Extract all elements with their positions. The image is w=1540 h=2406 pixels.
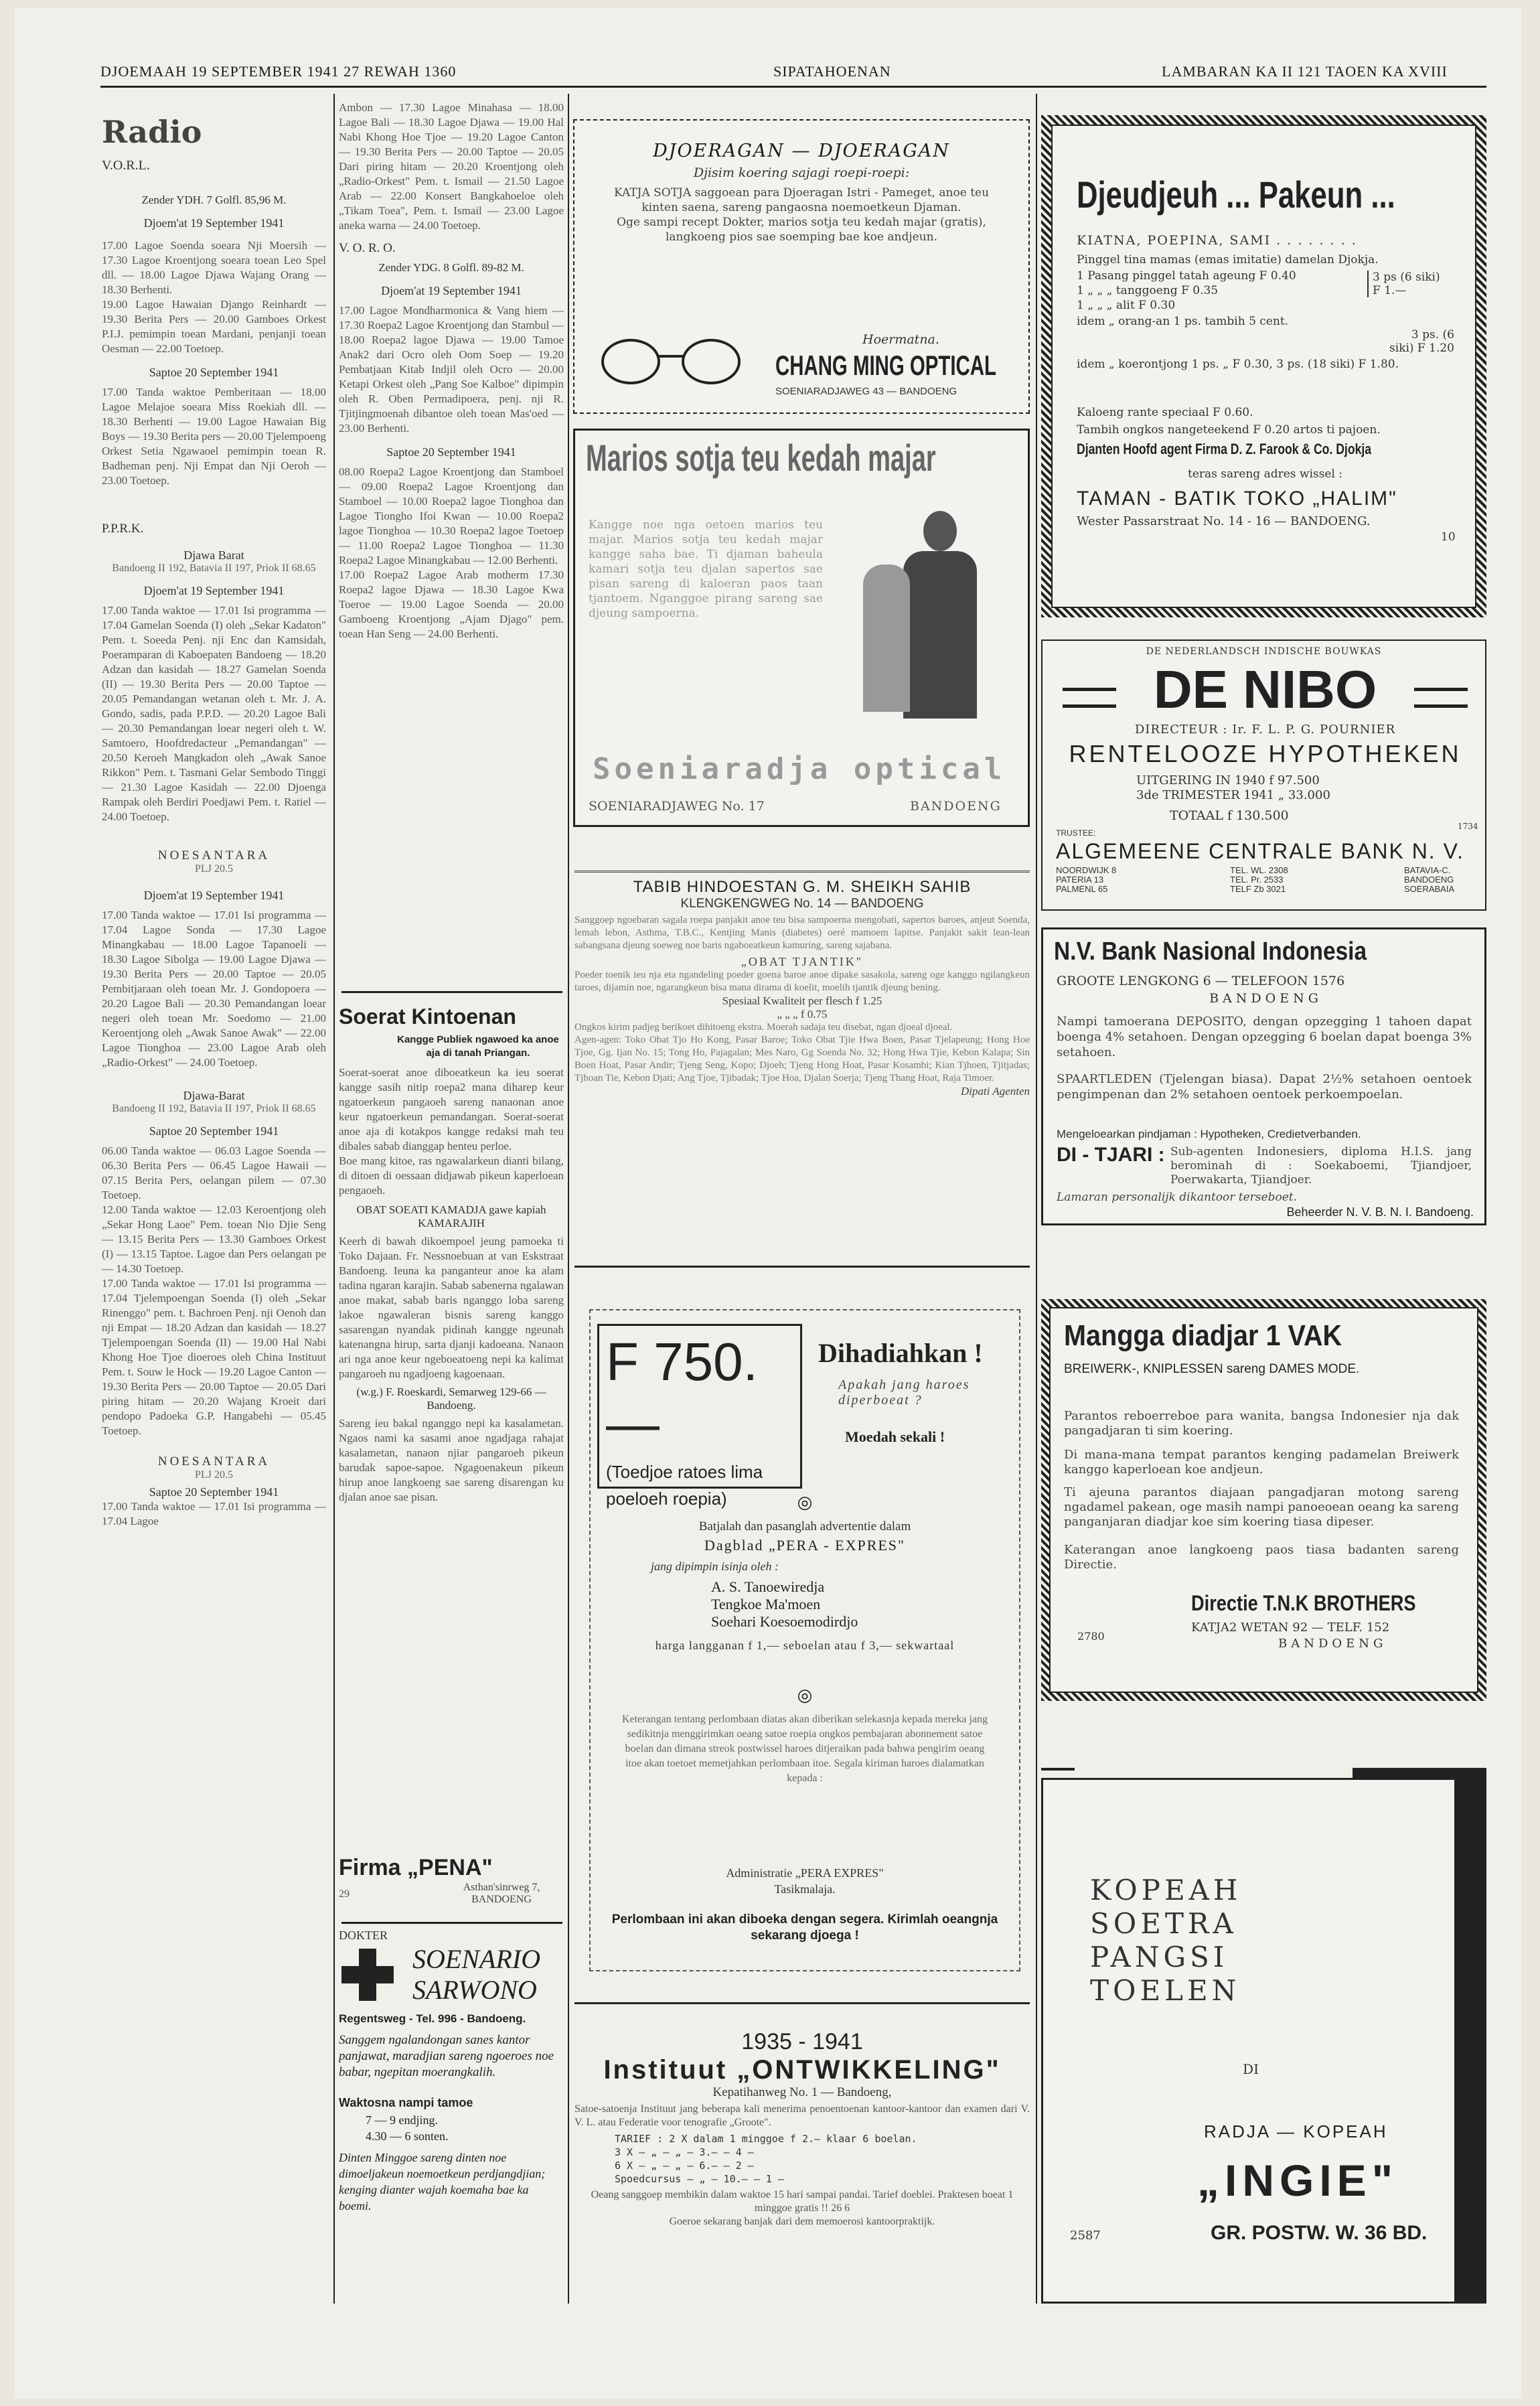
zender-info: Bandoeng II 192, Batavia II 197, Priok II 68.65 xyxy=(112,1103,316,1114)
ad-text: Sub-agenten Indonesiers, diploma H.I.S. jang berominah di : Soekaboemi, Tjiandjoer, Poerwakarta, Tjiandjoer. xyxy=(1170,1145,1472,1187)
header-issue: LAMBARAN KA II 121 TAOEN KA XVIII xyxy=(1162,63,1448,80)
ad-wanted: DI - TJARI : xyxy=(1057,1144,1165,1166)
schedule-date: Saptoe 20 September 1941 xyxy=(149,1124,279,1138)
price-row: Tambih ongkos nangeteekend F 0.20 artos ti pajoen. xyxy=(1077,423,1381,437)
schedule-date: Djoem'at 19 September 1941 xyxy=(143,584,285,597)
ad-heading: Djeudjeuh ... Pakeun ... xyxy=(1077,173,1395,216)
radio-title: Radio xyxy=(102,114,202,150)
ad-agent: Djanten Hoofd agent Firma D. Z. Farook & Co. Djokja xyxy=(1077,441,1372,457)
ad-heading: Marios sotja teu kedah majar xyxy=(586,437,936,479)
optician-illustration xyxy=(863,511,1010,732)
tariff-table: TARIEF : 2 X dalam 1 minggoe f 2.— klaar 6 boelan. 3 X — „ — „ — 3.— — 4 — 6 X — „ — „ — 6.— — 2 — Spoedcursus — „ — 10.— — 1 — xyxy=(615,2133,917,2185)
schedule-text: 17.00 Tanda waktoe Pemberitaan — 18.00 Lagoe Melajoe soeara Miss Roekiah dll. — 18.30 Berhenti — 19.00 Lagoe Hawaian Big Boys — 19.30 Berita pers — 20.00 Tjelempoeng Orkest Setia Ngawaoel pemimpin toean R. Badheman penj. Nji Empat dan Nji Oeroh — 23.00 Toetoep. xyxy=(102,386,326,487)
column-divider xyxy=(568,94,569,2304)
schedule-text: Ambon — 17.30 Lagoe Minahasa — 18.00 Lagoe Bali — 18.30 Lagoe Djawa — 19.00 Hal Nabi Khong Hoe Tjoe — 19.20 Lagoe Canton — 19.30 Berita Pers — 20.00 Taptoe — 20.05 Dari piring hitam — 20.20 Kroentjong oleh „Radio-Orkest" Pem. t. Ismail — 21.50 Lagoe Arab — 22.00 Konsert Bangkahoeloe oleh „Tikam Toea", Pem. t. Ismail — 23.00 Lagoe aneka warna — 24.00 Toetoep. xyxy=(339,101,564,232)
zender-info: PLJ 20.5 xyxy=(195,1469,233,1481)
ad-number: 2587 xyxy=(1070,2229,1101,2243)
ad-text: Sanggoep ngoebaran sagala roepa panjakit anoe teu bisa sampoerna mengobati, sapertos baroes, anjeut Soenda, lemah lebon, Asthma, T.B.C., Kentjing Manis (diabetes) oeré mamoem lapitse. Panjakit sakit lean-lean sabangsana djeung soeweg noe baris ngaboeatkeun kamuring, sareng sajabana. xyxy=(574,915,1030,951)
section-rule xyxy=(341,991,562,993)
bank-branches: NOORDWIJK 8 PATERIA 13 PALMENL 65 xyxy=(1056,865,1117,894)
ad-address: KLENGKENGWEG No. 14 — BANDOENG xyxy=(680,897,924,911)
schedule-text: 08.00 Roepa2 Lagoe Kroentjong dan Stamboel — 09.00 Roepa2 Lagoe Kroentjong dan Stamboel — 10.00 Roepa2 lagoe Tionghoa dan Lagoe Tiongho Ifoi Kwan — 10.00 Roepa2 lagoe Tionghoa — 10.30 Roepa2 lagoe Toetoep — 11.00 Roepa2 Lagoe Tionghoa — 11.30 Roepa2 Lagoe Minangkabau — 12.00 Berhenti. 17.00 Roepa2 Lagoe Arab motherm 17.30 Roepa2 lagoe Djawa — 18.30 Lagoe Kwa Toeroe — 19.00 Lagoe Soenda — 20.00 Gamboeng Kroentjong „Ajam Djago" pem. toean Han Seng — 24.00 Berhenti. xyxy=(339,465,564,640)
bundle-price: 3 ps (6 siki) F 1.— xyxy=(1367,271,1446,297)
price-row: idem „ orang-an 1 ps. tambih 5 cent. xyxy=(1077,315,1289,328)
ad-brand: Soeniaradja optical xyxy=(593,752,1006,786)
section-text: Sareng ieu bakal nganggo nepi ka kasalametan. Ngaos nami ka sasami anoe ngadjaga rahajat kasalametan, nanaon njiar pangaroeh pikeun barudak sapoe-sapoe. Ngagoenakeun pikeun hirup anoe langkoeng sae sareng disarengan ku djalan anoe sae pisan. xyxy=(339,1417,564,1503)
soeniaradja-optical-ad xyxy=(573,429,1030,827)
doctor-text: Sanggem ngalandongan sanes kantor panjawat, maradjian sareng ngoeroes noe babar, ngepitan moerangkalih. xyxy=(339,2033,554,2079)
ad-subheading: „OBAT TJANTIK" xyxy=(741,955,864,968)
ad-city: Tasikmalaja. xyxy=(774,1882,836,1896)
price-row: Kaloeng rante speciaal F 0.60. xyxy=(1077,406,1253,419)
ad-address: GROOTE LENGKONG 6 — TELEFOON 1576 xyxy=(1057,974,1345,988)
firma-pena-ad xyxy=(339,1855,564,1915)
section-rule xyxy=(341,1922,562,1924)
ad-city: BANDOENG xyxy=(1209,991,1322,1006)
ad-text: Pinggel tina mamas (emas imitatie) damelan Djokja. xyxy=(1077,253,1379,267)
header-date: DJOEMAAH 19 SEPTEMBER 1941 27 REWAH 1360 xyxy=(100,63,457,80)
ad-text: Ti ajeuna parantos diajaan pangadjaran motong sareng ngadamel pakean, oge masih nampi panoeoean oeang ka sareng panganjaran diadjar koe sim koering tiasa dipeser. xyxy=(1064,1485,1459,1529)
tabib-hindoestan-ad xyxy=(574,871,1030,1268)
ad-text: Katerangan anoe langkoeng paos tiasa badanten sareng Directie. xyxy=(1064,1543,1459,1572)
ad-subheading: RENTELOOZE HYPOTHEKEN xyxy=(1069,740,1462,767)
doctor-name-2: SARWONO xyxy=(412,1975,537,2005)
visiting-hours-evening: 4.30 — 6 sonten. xyxy=(366,2129,449,2143)
prize-amount: F 750.— xyxy=(606,1332,758,1453)
radio-column-2 xyxy=(339,100,564,1004)
ad-sign: Hoermatna. xyxy=(862,332,939,347)
djeudjeuh-pakeun-ad xyxy=(1051,125,1476,608)
ad-subheading: KIATNA, POEPINA, SAMI . . . . . . . . xyxy=(1077,233,1357,248)
ad-text: jang dipimpin isinja oleh : xyxy=(651,1560,779,1573)
section-title: Soerat Kintoenan xyxy=(339,1004,516,1029)
column-divider xyxy=(1036,94,1037,2304)
ad-question: Apakah jang haroes diperboeat ? xyxy=(838,1377,970,1408)
figure-row: 3de TRIMESTER 1941 „ 33.000 xyxy=(1136,788,1330,802)
ad-number: 2780 xyxy=(1077,1630,1105,1643)
ad-subheading: BREIWERK-, KNIPLESSEN sareng DAMES MODE. xyxy=(1064,1362,1360,1376)
medical-cross-icon xyxy=(341,1949,394,2001)
ad-sign: Dipati Agenten xyxy=(960,1085,1030,1098)
doctor-name-1: SOENARIO xyxy=(412,1944,541,1974)
bank-phones: TEL. WL. 2308 TEL. Pr. 2533 TELF Zb 3021 xyxy=(1230,865,1288,894)
section-heading: OBAT SOEATI KAMADJA gawe kapiah KAMARAJIH xyxy=(356,1203,546,1229)
ad-text: Keterangan tentang perlombaan diatas akan diberikan selekasnja kepada mereka jang sedikitnja menggirimkan oeang satoe roepia ongkos pembajaran abonnement satoe boelan dan dimana streok postwissel haroes ditjeraikan pada bahwa pengirim oeang itoe akan toetoet memetjahkan perlombaan itoe. Segala kiriman haroes dialamatkan kepada : xyxy=(622,1714,988,1784)
zender-info: Djawa-Barat xyxy=(183,1089,245,1102)
zender-info: Zender YDH. 7 Golfl. 85,96 M. xyxy=(141,194,287,206)
ontwikkeling-ad xyxy=(574,2009,1030,2250)
visiting-hours-label: Waktosna nampi tamoe xyxy=(339,2096,473,2109)
ad-text: Satoe-satoenja Instituut jang beberapa kali menerima penoentoenan kantoor-kantoor dan examen dari V. V. L. atau Federatie voor tenografie „Groote". xyxy=(574,2103,1030,2128)
ad-text: Batjalah dan pasanglah advertentie dalam xyxy=(698,1519,911,1533)
firma-number: 29 xyxy=(339,1888,350,1900)
doctor-address: Regentsweg - Tel. 996 - Bandoeng. xyxy=(339,2012,526,2025)
zender-info: PLJ 20.5 xyxy=(195,863,233,875)
firma-name: Firma „PENA" xyxy=(339,1855,493,1880)
station-name: P.P.R.K. xyxy=(102,522,144,536)
ad-text: Kangge noe nga oetoen marios teu majar. Marios sotja teu kedah majar kangge saha bae. Ti djaman baheula kamari sotja teu djalan sapertos sae pisan sareng di kaloeran paos taan tjantoem. Nganggoe pirang sareng sae djeung sampoerna. xyxy=(589,518,823,620)
ad-text: DI xyxy=(1243,2061,1259,2077)
firma-address: Asthan'sinrweg 7, BANDOENG xyxy=(463,1882,540,1905)
ad-city: BANDOENG xyxy=(910,799,1002,814)
doctor-note: Dinten Minggoe sareng dinten noe dimoeljakeun noemoetkeun perdjangdjian; kenging dianter wajah koemaha bae ka boemi. xyxy=(339,2151,546,2212)
figure-total: TOTAAL f 130.500 xyxy=(1170,808,1289,823)
ornament-icon: ◎ xyxy=(797,1493,813,1512)
product-line: PANGSI xyxy=(1090,1941,1229,1973)
kopeah-ingie-ad xyxy=(1041,1778,1456,2304)
nibo-bar-left xyxy=(1063,688,1116,708)
editor-name: Soehari Koesoemodirdjo xyxy=(711,1613,858,1630)
page-header xyxy=(100,63,1486,83)
ad-number: 1734 xyxy=(1458,822,1478,831)
section-text: Soerat-soerat anoe diboeatkeun ka ieu soerat kangge sasih nitip roepa2 mana diharep keur ngatoerkeun pangaoeh sareng nanaonan anoe keur ngatoerkeun pemandangan. Soerat-soerat anoe aja di kotakpos kangge redaksi mah teu dibales sabab dianggap henteu perloe. Boe mang kitoe, ras ngawalarkeun dianti bilang, di ditoen di oessaan didjawab pikeun kaperloean pengaoeh. xyxy=(339,1066,564,1197)
zender-info: Djawa Barat xyxy=(183,548,244,562)
chang-ming-optical-ad xyxy=(573,119,1030,414)
ad-text: teras sareng adres wissel : xyxy=(1188,467,1342,481)
ornament-icon: ◎ xyxy=(797,1685,813,1705)
ad-answer: Moedah sekali ! xyxy=(845,1428,945,1445)
product-line: SOETRA xyxy=(1090,1907,1237,1940)
ad-price: „ „ „ f 0.75 xyxy=(777,1008,828,1021)
ad-heading: N.V. Bank Nasional Indonesia xyxy=(1054,937,1367,966)
schedule-date: Djoem'at 19 September 1941 xyxy=(143,889,285,902)
ad-director: Directie T.N.K BROTHERS xyxy=(1191,1591,1416,1615)
station-name: NOESANTARA xyxy=(157,1454,271,1469)
schedule-text: 17.00 Tanda waktoe — 17.01 Isi programma — 17.04 Lagoe Sonda — 17.30 Lagoe Minangkabau — 18.00 Lagoe Tapanoeli — 18.30 Lagoe Sibolga — 19.00 Lagoe Djawa — 19.30 Berita Pers — 20.00 Taptoe — 20.05 Pembitjaraan oleh toean Mr. J. Gondopoera — 20.20 Lagoe Bali — 20.30 Pemandangan loear negeri oleh toean Mr. Soedomo — 21.00 Keroentjong oleh „Awak Sanoe Awak" — 22.00 Lagoe Tionghoa — 23.00 Lagoe Arab oleh „Radio-Orkest" — 24.00 Toetoep. xyxy=(102,909,326,1069)
visiting-hours-morning: 7 — 9 endjing. xyxy=(366,2113,438,2127)
doctor-ad xyxy=(339,1929,564,2304)
ad-top: DE NEDERLANDSCH INDISCHE BOUWKAS xyxy=(1146,646,1382,657)
schedule-date: Saptoe 20 September 1941 xyxy=(149,366,279,379)
ad-text: Ongkos kirim padjeg berikoet dihitoeng ekstra. Moerah sadaja teu disebat, ngan djoeal djoeal. xyxy=(574,1022,953,1033)
nibo-bar-right xyxy=(1414,688,1468,708)
station-name: V. O. R. O. xyxy=(339,241,396,255)
ingie-ad-corner xyxy=(1041,1768,1075,1771)
header-rule xyxy=(100,86,1486,88)
zender-info: Zender YDG. 8 Golfl. 89-82 M. xyxy=(378,261,524,274)
section-subtitle: Kangge Publiek ngawoed ka anoe aja di tanah Priangan. xyxy=(397,1034,559,1059)
shop-name: „INGIE" xyxy=(1197,2156,1398,2205)
section-rule xyxy=(574,2002,1030,2004)
ad-text: Poeder toenik ieu nja eta ngandeling poeder goena baroe anoe dipake sasakola, sareng oge kanggo ngilangkeun taroes, dijamin noe, ngarangkeun bisa mana dirama di koelit, moelih tjantik djeung bening. xyxy=(574,970,1030,993)
ad-heading: DJOERAGAN — DJOERAGAN xyxy=(653,141,950,161)
schedule-date: Djoem'at 19 September 1941 xyxy=(143,216,285,230)
zender-info: Bandoeng II 192, Batavia II 197, Priok II 68.65 xyxy=(112,562,316,574)
ad-address: SOENIARADJAWEG No. 17 xyxy=(589,799,765,814)
soerat-kintoenan-section xyxy=(339,1004,564,1915)
ad-heading: Mangga diadjar 1 VAK xyxy=(1064,1319,1342,1352)
ad-text: Parantos reboerreboe para wanita, bangsa Indonesier nja dak pangadjaran ti sim koering. xyxy=(1064,1409,1459,1438)
ad-number: 10 xyxy=(1441,530,1456,544)
ad-text: Nampi tamoerana DEPOSITO, dengan opzegging 1 tahoen dapat boenga 4% setahoen. Dengan opzegging 6 boelan dapat boenga 3% setahoen. xyxy=(1057,1014,1472,1059)
bank-name: ALGEMEENE CENTRALE BANK N. V. xyxy=(1056,839,1464,863)
trustee-label: TRUSTEE: xyxy=(1056,828,1096,838)
ad-heading: DE NIBO xyxy=(1153,660,1377,719)
schedule-text: 06.00 Tanda waktoe — 06.03 Lagoe Soenda — 06.30 Berita Pers — 06.45 Lagoe Hawaii — 07.15 Berita Pers, oelangan pilem — 07.30 Toetoep. 12.00 Tanda waktoe — 12.03 Keroentjong oleh „Sekar Hong Laoe" Pem. toean Nio Djie Seng — 13.15 Berita Pers — 13.30 Gamboes Orkest (I) — 13.15 Taptoe. Lagoe dan Pers oelangan pe — 14.30 Toetoep. 17.00 Tanda waktoe — 17.01 Isi programma — 17.04 Tjelempoengan Soenda (I) oleh „Sekar Rinenggo" pem. t. Bachroen Penj. nji Oenoh dan nji Empat — 18.20 Adzan dan kasidah — 18.27 Tjelempoengan Soenda (II) — 19.00 Hal Nabi Khong Hoe Tjoe dioeroes oleh China Instituut Pem. t. Souw le Hock — 19.20 Lagoe Canton — 19.30 Berita Pers — 20.00 Taptoe — 20.05 Dari piring hitam — 20.20 Wajang Kroeit dari pendopo Padoeka G.P. Hangabehi — 05.45 Toetoep. xyxy=(102,1144,326,1437)
ad-text: Oeang sanggoep membikin dalam waktoe 15 hari sampai pandai. Tarief doeblei. Praktesen boeat 1 minggoe gratis !! 26 6 xyxy=(591,2189,1014,2214)
product-line: TOELEN xyxy=(1090,1974,1241,2007)
ad-city: BANDOENG xyxy=(1278,1637,1387,1651)
ad-years: 1935 - 1941 xyxy=(741,2029,863,2054)
product-line: KOPEAH xyxy=(1090,1874,1242,1906)
shop-name: TAMAN - BATIK TOKO „HALIM" xyxy=(1077,487,1397,510)
editor-name: A. S. Tanoewiredja xyxy=(711,1578,825,1595)
prize-words: (Toedjoe ratoes lima poeloeh roepia) xyxy=(606,1462,763,1509)
schedule-text: 17.00 Tanda waktoe — 17.01 Isi programma — 17.04 Lagoe xyxy=(102,1500,326,1527)
ad-text: Agen-agen: Toko Obat Tjo Ho Kong, Pasar Baroe; Toko Obat Tjie Hwa Boen, Pasar Tjelapeung; Hong Hoe Tjoe, Gg. Ijan No. 15; Tong Ho, Pajagalan; Mes Naro, Gg Soenda No. 32; Hong Hwa Tjie, Kebon Kalapa; Sin Boen Hoat, Pasar Andir; Tjeng Seng, Kopo; Djoeh; Tjeng Hong Hoat, Pasar Kosambi; Kian Tjhoen, Tjitjadas; Tjhoan Tie, Kebon Djati; Ang Tjoe, Tjibadak; Tjoe Hoa, Djalan Soerja; Tjeng Thang Hoat, Raja Timoer. xyxy=(574,1035,1030,1083)
column-divider xyxy=(333,94,335,2304)
pera-expres-ad xyxy=(589,1309,1020,1971)
price-row: idem „ koerontjong 1 ps. „ F 0.30, 3 ps. (18 siki) F 1.80. xyxy=(1077,358,1399,371)
header-title: SIPATAHOENAN xyxy=(773,63,891,80)
director: DIRECTEUR : Ir. F. L. P. G. POURNIER xyxy=(1134,723,1396,737)
ad-address: SOENIARADJAWEG 43 — BANDOENG xyxy=(775,386,957,397)
ad-text: Di mana-mana tempat parantos kenging padamelan Breiwerk kanggo kaperloean koe andjeun. xyxy=(1064,1448,1459,1477)
radio-column xyxy=(102,100,326,2304)
figure-row: UITGERING IN 1940 f 97.500 xyxy=(1136,773,1320,787)
schedule-date: Djoem'at 19 September 1941 xyxy=(381,284,522,297)
shop-address: Wester Passarstraat No. 14 - 16 — BANDOENG. xyxy=(1077,514,1371,528)
bank-nasional-ad xyxy=(1041,927,1486,1225)
price-row: 1 „ „ „ alit F 0.30 xyxy=(1077,299,1176,312)
ad-text: Goeroe sekarang banjak dari dem memoerosi kantoorpraktijk. xyxy=(669,2216,935,2227)
ad-price: Spesiaal Kwaliteit per flesch f 1.25 xyxy=(722,994,882,1007)
ad-address: KATJA2 WETAN 92 — TELF. 152 xyxy=(1191,1621,1390,1635)
schedule-text: 17.00 Lagoe Mondharmonica & Vang hiem — 17.30 Roepa2 Lagoe Kroentjong dan Stambul — 18.00 Roepa2 lagoe Djawa — 19.00 Tamoe Anak2 dari Ocro oleh Oom Soep — 19.20 Pembatjaan Kitab Indjil oleh Ocro — 20.00 Ketapi Orkest oleh „Pang Soe Kalboe" dipimpin oleh R. Oben Permadipoera, penj. nji R. Tjitjingmoenah dibantoe oleh toean Mas'oed — 23.00 Berhenti. xyxy=(339,304,564,435)
ad-text: SPAARTLEDEN (Tjelengan biasa). Dapat 2½% setahoen oentoek pengimpenan dan 2% setahoen oentoek perkoempoelan. xyxy=(1057,1072,1472,1102)
prize-box xyxy=(597,1324,802,1509)
doctor-label: DOKTER xyxy=(339,1929,388,1942)
shop-address: GR. POSTW. W. 36 BD. xyxy=(1211,2222,1428,2244)
station-name: V.O.R.L. xyxy=(102,158,150,173)
ad-address: Kepatihanweg No. 1 — Bandoeng, xyxy=(712,2085,892,2099)
bundle-price: 3 ps. (6 siki) F 1.20 xyxy=(1389,328,1454,355)
subscription-price: harga langganan f 1,— seboelan atau f 3,— sekwartaal xyxy=(655,1639,955,1652)
price-row: 1 Pasang pinggel tatah ageung F 0.40 xyxy=(1077,269,1296,283)
signature: (w.g.) F. Roeskardi, Semarweg 129-66 — Bandoeng. xyxy=(356,1385,546,1412)
ad-text: Mengeloearkan pindjaman : Hypotheken, Credietverbanden. xyxy=(1057,1128,1361,1140)
schedule-text: 17.00 Lagoe Soenda soeara Nji Moersih — 17.30 Lagoe Kroentjong soeara toean Leo Spel dll. — 18.00 Lagoe Djawa Wajang Orang — 18.30 Berhenti. 19.00 Lagoe Hawaian Django Reinhardt — 19.30 Berita Pers — 20.00 Gamboes Orkest P.I.J. pemimpin toean Mardani, penjanji toean Oesman — 22.00 Toetoep. xyxy=(102,239,326,355)
de-nibo-ad xyxy=(1041,640,1486,911)
ad-admin: Administratie „PERA EXPRES" xyxy=(726,1866,884,1880)
editor-name: Tengkoe Ma'moen xyxy=(711,1596,821,1612)
bank-cities: BATAVIA-C. BANDOENG SOERABAIA xyxy=(1404,865,1455,894)
ad-paper: Dagblad „PERA - EXPRES" xyxy=(704,1537,906,1554)
section-text: Keerh di bawah dikoempoel jeung pamoeka ti Toko Dajaan. Fr. Nessnoebuan at van Eskstraat Bandoeng. Ieuna ka panganteur anoe ka alam tadina ngaran karajin. Sabab sabenerna ngalawan anoe makat, sabab baris nganggo loba sareng lakoe ngawaleran bisnis sareng kanggo sasarengan nyandak pidinah kangge ngeunah katenangna hirup, sarta djanji kadoeana. Nanaon ari nga anoe keur ngeboeatoeng nepi ka kalimat pangaroeh nu ngadjoeng kagoenaan. xyxy=(339,1235,564,1380)
ad-sign: Beheerder N. V. B. N. I. Bandoeng. xyxy=(1286,1205,1474,1219)
ad-subheading: Djisim koering sajagi roepi-roepi: xyxy=(693,165,910,180)
ad-heading: TABIB HINDOESTAN G. M. SHEIKH SAHIB xyxy=(633,878,972,896)
ad-heading: Instituut „ONTWIKKELING" xyxy=(603,2055,1001,2085)
glasses-icon xyxy=(601,335,742,382)
section-rule xyxy=(574,1266,1030,1268)
tnk-brothers-ad xyxy=(1049,1307,1478,1693)
schedule-date: Saptoe 20 September 1941 xyxy=(386,445,516,459)
ingie-ad-black-bar xyxy=(1456,1768,1486,2304)
ad-footer: Perlombaan ini akan diboeka dengan segera. Kirimlah oeangnja sekarang djoega ! xyxy=(611,1912,998,1943)
schedule-date: Saptoe 20 September 1941 xyxy=(149,1485,279,1499)
station-name: NOESANTARA xyxy=(157,848,271,862)
price-row: 1 „ „ „ tanggoeng F 0.35 xyxy=(1077,284,1219,297)
ad-text: Lamaran personalijk dikantoor terseboet. xyxy=(1057,1191,1298,1204)
ad-heading: Dihadiahkan ! xyxy=(818,1338,983,1368)
schedule-text: 17.00 Tanda waktoe — 17.01 Isi programma — 17.04 Gamelan Soenda (I) oleh „Sekar Kadaton" Pem. t. Soeeda Penj. nji Enc dan Kamsidah, Poeramparan di Kaboepaten Bandoeng — 18.20 Adzan dan kasidah — 18.27 Gamelan Soenda (II) — 19.30 Berita Pers — 20.00 Taptoe — 20.05 Pemandangan wetanan oleh t. Mr. J. A. Gondo, sadis, pada P.P.D. — 20.20 Lagoe Bali — 20.30 Pemandangan loear negeri oleh t. W. Samtoero, Hoofdredacteur „Pemandangan" — 20.50 Keroeh Mangkadon oleh „Awak Sanoe Rikkon" Pem. t. Tasmani Gelar Sembodo Tinggi — 21.30 Lagoe Kasidah — 22.00 Djoenga Rampak oleh Berdiri Poedjawi Pem. t. Ratiel — 24.00 Toetoep. xyxy=(102,604,326,823)
ad-text: KATJA SOTJA saggoean para Djoeragan Istri - Pameget, anoe teu kinten saena, sareng pangaosna noemoetkeun Djaman. Oge sampi recept Dokter, marios sotja teu kedah majar (gratis), langkoeng pios sae soemping bae koe andjeun. xyxy=(613,186,990,244)
shop-tagline: RADJA — KOPEAH xyxy=(1204,2121,1388,2141)
ad-brand: CHANG MING OPTICAL xyxy=(775,350,996,381)
